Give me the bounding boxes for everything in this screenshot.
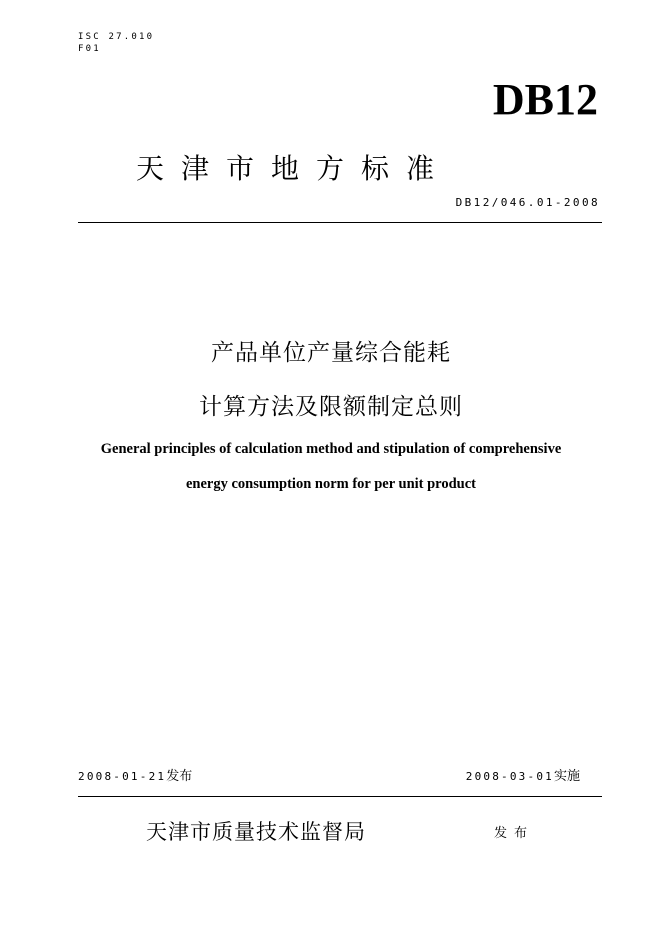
footer-divider — [78, 796, 602, 797]
issuer-action: 发布 — [494, 826, 535, 841]
english-title-line-2: energy consumption norm for per unit product — [185, 476, 476, 492]
implementation-label: 实施 — [553, 769, 580, 784]
chinese-title-line-2: 计算方法及限额制定总则 — [199, 394, 463, 420]
issue-date-line — [78, 769, 192, 785]
implementation-date-line — [466, 769, 580, 785]
english-title-line-1: General principles of calculation method and stipulation of comprehensive — [100, 441, 562, 457]
standard-number: DB12/046.01-2008 — [455, 196, 600, 209]
issue-date: 2008-01-21 — [78, 770, 167, 783]
standard-category-title: 天津市地方标准 — [136, 152, 452, 185]
issuing-organization: 天津市质量技术监督局 — [146, 820, 366, 844]
issue-label: 发布 — [166, 769, 193, 784]
implementation-date: 2008-03-01 — [465, 770, 554, 783]
ics-classification-code: ISC 27.010 — [78, 32, 155, 42]
header-divider — [78, 222, 602, 223]
standard-mark: DB12 — [492, 75, 598, 124]
ccs-classification-code: F01 — [78, 44, 101, 54]
chinese-title-line-1: 产品单位产量综合能耗 — [211, 340, 451, 366]
